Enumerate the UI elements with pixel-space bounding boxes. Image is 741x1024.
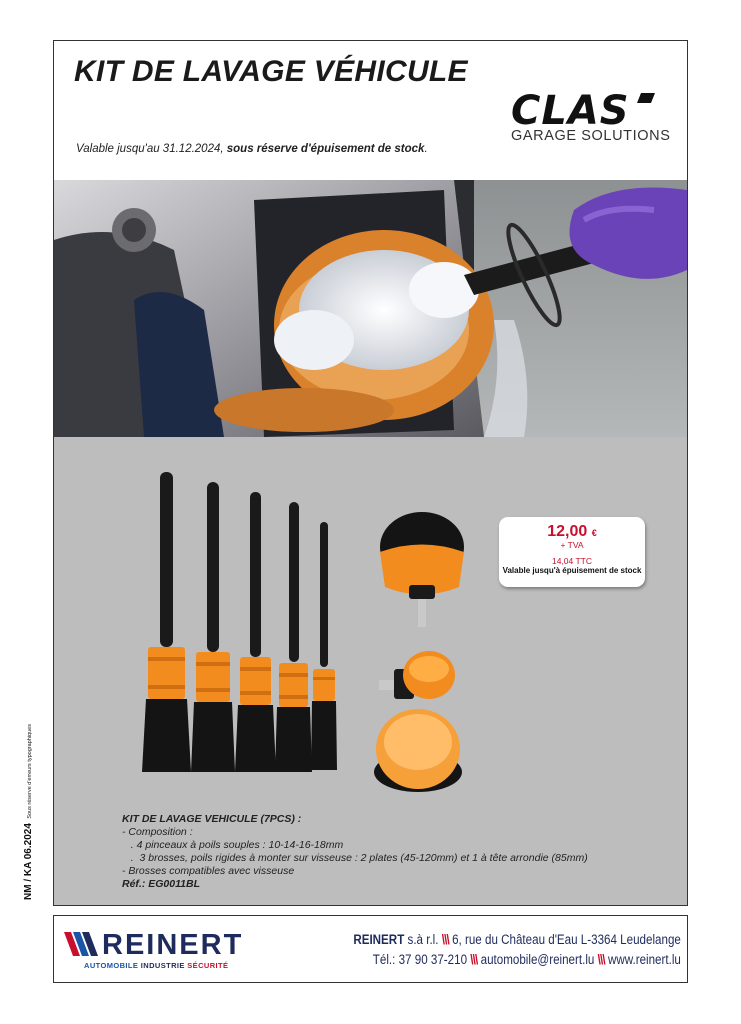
clas-logo [509,88,679,151]
product-reference: Réf.: EG0011BL [122,878,200,890]
reinert-logo-stripes [64,932,104,958]
company-suffix: s.à r.l. [404,932,439,947]
flyer-frame [53,40,688,906]
description-heading: KIT DE LAVAGE VEHICULE (7PCS) : [122,813,302,825]
validity-bold: sous réserve d'épuisement de stock [226,143,425,155]
description-line-2: . 3 brosses, poils rigides à monter sur visseuse : 2 plates (45-120mm) et 1 à tête arrondie (85mm) [122,852,588,864]
side-note [18,724,36,900]
contact-address-line [353,930,681,950]
footer [53,915,688,983]
price-amount-line [499,524,645,541]
validity-text [76,143,428,155]
reinert-logo [64,930,244,976]
address: 6, rue du Château d'Eau L-3364 Leudelange [452,932,681,947]
validity-prefix: Valable jusqu'au 31.12.2024, [76,143,227,155]
reinert-logo-tagline [84,961,228,970]
separator: \\\ [441,932,449,947]
hero-photo [54,180,687,437]
price-ttc: 14,04 TTC [551,556,592,566]
drill-brush-round [380,512,464,627]
drill-brush-small [379,651,455,699]
price-availability-note: Valable jusqu'à épuisement de stock [502,566,642,575]
description-line-3: - Brosses compatibles avec visseuse [122,865,295,877]
product-illustration [54,437,687,807]
product-description [122,813,588,891]
company-name: REINERT [353,932,405,947]
page-title: KIT DE LAVAGE VÉHICULE [74,55,468,88]
tag-automobile: AUTOMOBILE [84,961,139,970]
description-line-1: . 4 pinceaux à poils souples : 10-14-16-18mm [122,839,344,851]
clas-logo-subtitle: GARAGE SOLUTIONS [511,128,671,144]
separator: \\\ [470,952,478,967]
price-tag [499,517,645,587]
side-note-code: NM / KA 06.2024 [23,823,34,900]
price-tva: + TVA [560,540,584,550]
email-link[interactable]: automobile@reinert.lu [480,952,595,967]
drill-brush-flat [374,709,462,792]
validity-suffix: . [424,143,428,155]
tag-industrie: INDUSTRIE [140,961,185,970]
price-currency: € [591,528,597,538]
detail-brush-5 [311,522,337,770]
description-composition: - Composition : [122,826,193,838]
product-panel [54,437,687,905]
phone: Tél.: 37 90 37-210 [372,952,468,967]
hero-photo-illustration [54,180,687,437]
detail-brush-3 [235,492,276,772]
side-note-disclaimer: Sous réserve d'erreurs typographiques [27,724,33,819]
logo-accent-mark [637,93,657,105]
contact-details-line [353,950,681,970]
website-link[interactable]: www.reinert.lu [608,952,681,967]
contact-block [353,930,681,970]
price-amount: 12,00 [547,523,588,540]
tag-securite: SÉCURITÉ [187,961,229,970]
reinert-logo-word: REINERT [102,929,244,961]
detail-brush-4 [275,502,312,772]
separator: \\\ [597,952,605,967]
detail-brush-1 [142,472,191,772]
header [54,41,687,180]
clas-logo-word: CLAS [511,88,630,134]
detail-brush-2 [191,482,235,772]
